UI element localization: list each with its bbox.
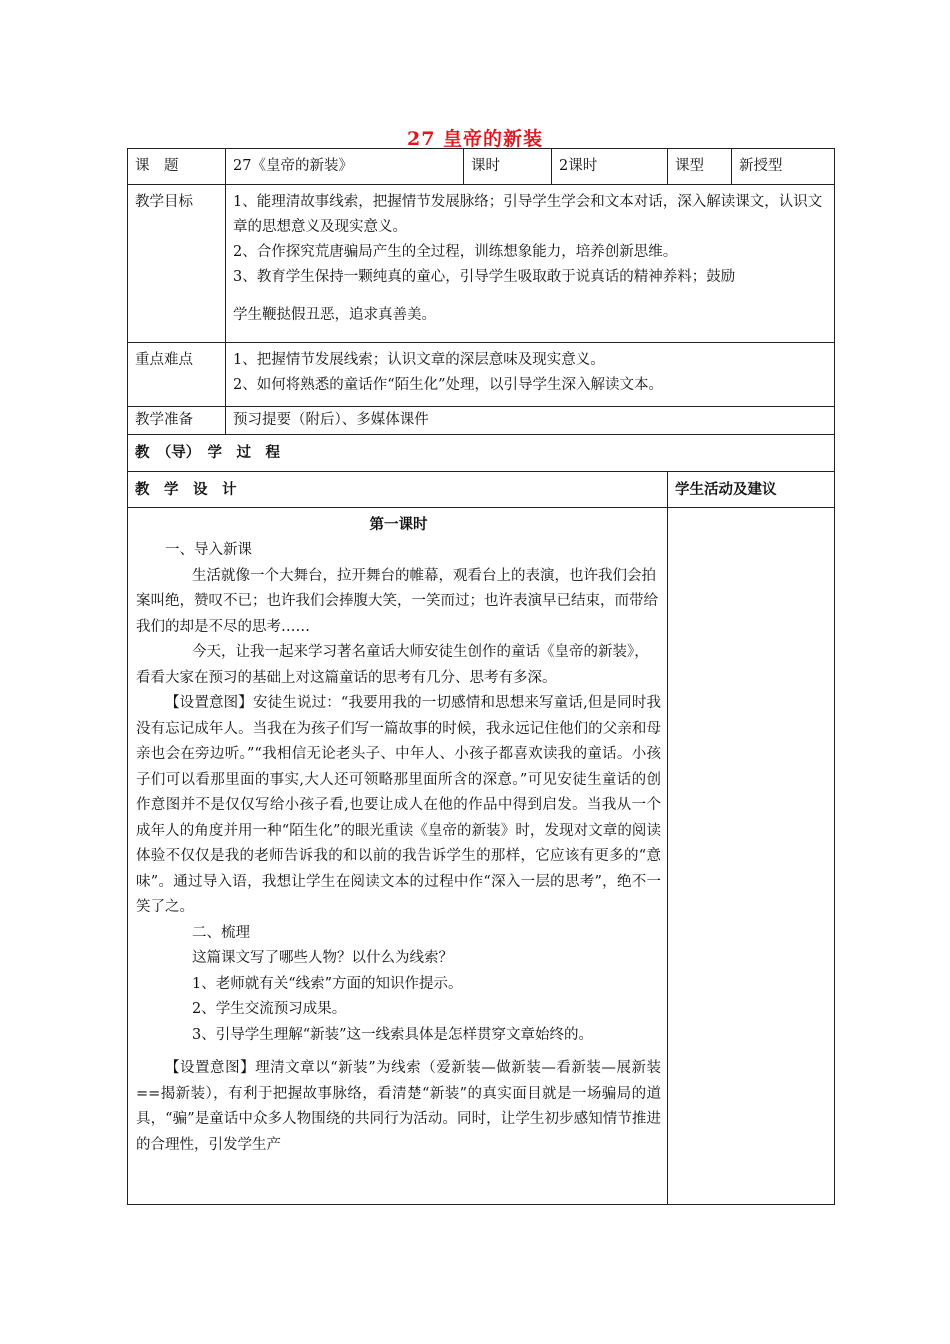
- part2-question: 这篇课文写了哪些人物？以什么为线索？: [192, 950, 453, 966]
- objective-item: 3、教育学生保持一颗纯真的童心，引导学生吸取敢于说真话的精神养料；鼓励: [233, 269, 736, 285]
- objective-item: 学生鞭挞假丑恶，追求真善美。: [233, 307, 436, 323]
- activity-header: 学生活动及建议: [668, 472, 835, 508]
- design-intent: 【设置意图】理清文章以“新装”为线索（爱新装—做新装—看新装—展新装==揭新装），有利于把握故事脉络，看清楚“新装”的真实面目就是一场骗局的道具，“骗”是童话中众多人物围绕的共同行为活动。同时，让学生初步感知情节推进的合理性，引发学生产: [136, 1060, 661, 1153]
- ke-shi-value: 2课时: [552, 149, 668, 185]
- key-points-content: [226, 343, 835, 407]
- preparation-label: 教学准备: [128, 407, 226, 435]
- lesson-plan-table: [127, 148, 835, 1205]
- header-row: [128, 149, 835, 185]
- part1-heading: 一、导入新课: [165, 542, 252, 558]
- design-content: [128, 508, 668, 1205]
- ke-xing-value: 新授型: [732, 149, 835, 185]
- objective-item: 1、能理清故事线索，把握情节发展脉络；引导学生学会和文本对话，深入解读课文，认识文章的思想意义及现实意义。: [233, 194, 823, 235]
- process-header-row: [128, 435, 835, 472]
- objective-item: 2、合作探究荒唐骗局产生的全过程，训练想象能力，培养创新思维。: [233, 244, 678, 260]
- ke-ti-value: 27《皇帝的新装》: [226, 149, 464, 185]
- ke-ti-label: 课 题: [128, 149, 226, 185]
- process-header: 教 （导） 学 过 程: [128, 435, 835, 472]
- part2-item: 3、引导学生理解“新装”这一线索具体是怎样贯穿文章始终的。: [192, 1026, 594, 1043]
- document-title: 27 皇帝的新装: [406, 128, 544, 150]
- key-points-label: 重点难点: [128, 343, 226, 407]
- section-title: 第一课时: [369, 516, 428, 533]
- key-points-row: [128, 343, 835, 407]
- part1-paragraph: 生活就像一个大舞台，拉开舞台的帷幕，观看台上的表演，也许我们会拍案叫绝，赞叹不已；也许我们会捧腹大笑，一笑而过；也许表演早已结束，而带给我们的却是不尽的思考……: [136, 567, 658, 635]
- ke-shi-label: 课时: [464, 149, 552, 185]
- activity-content: [668, 508, 835, 1205]
- objectives-row: [128, 185, 835, 343]
- key-point-item: 2、如何将熟悉的童话作“陌生化”处理，以引导学生深入解读文本。: [233, 377, 664, 393]
- design-header: 教 学 设 计: [128, 472, 668, 508]
- design-content-row: [128, 508, 835, 1205]
- part2-item: 1、老师就有关“线索”方面的知识作提示。: [192, 975, 463, 992]
- preparation-value: 预习提要（附后）、多媒体课件: [226, 407, 835, 435]
- ke-xing-label: 课型: [668, 149, 732, 185]
- key-point-item: 1、把握情节发展线索；认识文章的深层意味及现实意义。: [233, 352, 605, 368]
- design-header-row: [128, 472, 835, 508]
- part2-heading: 二、梳理: [192, 924, 250, 941]
- part1-paragraph: 今天，让我一起来学习著名童话大师安徒生创作的童话《皇帝的新装》，看看大家在预习的基础上对这篇童话的思考有几分、思考有多深。: [136, 644, 649, 686]
- preparation-row: [128, 407, 835, 435]
- design-intent: 【设置意图】安徒生说过：“我要用我的一切感情和思想来写童话,但是同时我没有忘记成年人。当我在为孩子们写一篇故事的时候，我永远记住他们的父亲和母亲也会在旁边听。”“我相信无论老头子、中年人、小孩子都喜欢读我的童话。小孩子们可以看那里面的事实,大人还可领略那里面所含的深意。”可见安徒生童话的创作意图并不是仅仅写给小孩子看,也要让成人在他的作品中得到启发。当我从一个成年人的角度并用一种“陌生化”的眼光重读《皇帝的新装》时，发现对文章的阅读体验不仅仅是我的老师告诉我的和以前的我告诉学生的那样，它应该有更多的“意味”。通过导入语，我想让学生在阅读文本的过程中作“深入一层的思考”，绝不一笑了之。: [136, 695, 661, 915]
- objectives-content: [226, 185, 835, 343]
- part2-item: 2、学生交流预习成果。: [192, 1001, 347, 1017]
- objectives-label: 教学目标: [128, 185, 226, 343]
